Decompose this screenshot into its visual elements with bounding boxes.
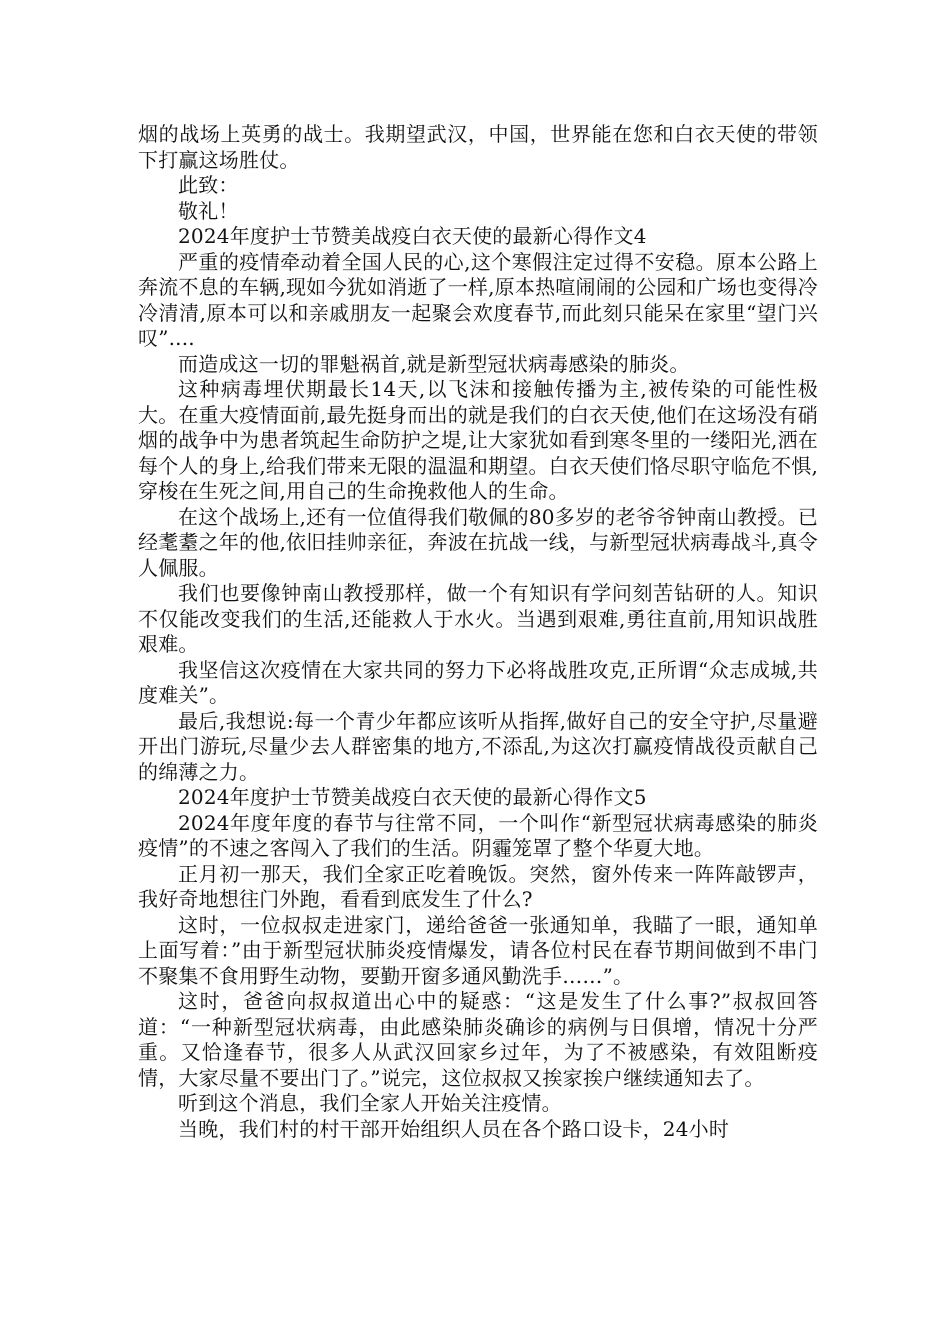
paragraph: 此致： xyxy=(178,173,239,197)
paragraph: 我们也要像钟南山教授那样，做一个有知识有学问刻苦钻研的人。知识不仅能改变我们的生活,还能救人于水火。当遇到艰难,勇往直前,用知识战胜艰难。 xyxy=(138,581,818,656)
paragraph: 当晚，我们村的村干部开始组织人员在各个路口设卡，24小时 xyxy=(178,1116,730,1141)
paragraph: 严重的疫情牵动着全国人民的心,这个寒假注定过得不安稳。原本公路上奔流不息的车辆,现如今犹如消逝了一样,原本热喧闹闹的公园和广场也变得冷冷清清,原本可以和亲戚朋友一起聚会欢度春节,而此刻只能呆在家里“望门兴叹”.... xyxy=(138,249,818,350)
document-body xyxy=(138,122,818,1142)
paragraph: 这时，爸爸向叔叔道出心中的疑惑：“这是发生了什么事?”叔叔回答道：“一种新型冠状病毒，由此感染肺炎确诊的病例与日俱增，情况十分严重。又恰逢春节，很多人从武汉回家乡过年，为了不被感染，有效阻断疫情，大家尽量不要出门了。”说完，这位叔叔又挨家挨户继续通知去了。 xyxy=(138,989,818,1090)
paragraph: 烟的战场上英勇的战士。我期望武汉，中国，世界能在您和白衣天使的带领下打赢这场胜仗。 xyxy=(138,122,818,172)
paragraph: 敬礼！ xyxy=(178,198,239,223)
paragraph: 正月初一那天，我们全家正吃着晚饭。突然，窗外传来一阵阵敲锣声，我好奇地想往门外跑，看看到底发生了什么? xyxy=(138,861,818,911)
paragraph: 最后,我想说:每一个青少年都应该听从指挥,做好自己的安全守护,尽量避开出门游玩,尽量少去人群密集的地方,不添乱,为这次打赢疫情战役贡献自己的绵薄之力。 xyxy=(138,708,818,784)
section-heading: 2024年度护士节赞美战疫白衣天使的最新心得作文5 xyxy=(178,785,647,809)
section-heading: 2024年度护士节赞美战疫白衣天使的最新心得作文4 xyxy=(178,224,647,248)
paragraph: 在这个战场上,还有一位值得我们敬佩的80多岁的老爷爷钟南山教授。已经耄耋之年的他,依旧挂帅亲征，奔波在抗战一线，与新型冠状病毒战斗,真令人佩服。 xyxy=(138,504,818,580)
paragraph: 2024年度年度的春节与往常不同，一个叫作“新型冠状病毒感染的肺炎疫情”的不速之客闯入了我们的生活。阴霾笼罩了整个华夏大地。 xyxy=(138,810,818,860)
paragraph: 我坚信这次疫情在大家共同的努力下必将战胜攻克,正所谓“众志成城,共度难关”。 xyxy=(138,657,818,707)
paragraph: 听到这个消息，我们全家人开始关注疫情。 xyxy=(178,1091,562,1115)
paragraph: 这时，一位叔叔走进家门，递给爸爸一张通知单，我瞄了一眼，通知单上面写着：”由于新型冠状肺炎疫情爆发，请各位村民在春节期间做到不串门不聚集不食用野生动物，要勤开窗多通风勤洗手……”。 xyxy=(138,912,818,988)
paragraph: 这种病毒埋伏期最长14天,以飞沫和接触传播为主,被传染的可能性极大。在重大疫情面前,最先挺身而出的就是我们的白衣天使,他们在这场没有硝烟的战争中为患者筑起生命防护之堤,让大家犹如看到寒冬里的一缕阳光,洒在每个人的身上,给我们带来无限的温温和期望。白衣天使们恪尽职守临危不惧,穿梭在生死之间,用自己的生命挽救他人的生命。 xyxy=(138,377,818,503)
paragraph: 而造成这一切的罪魁祸首,就是新型冠状病毒感染的肺炎。 xyxy=(178,351,690,376)
